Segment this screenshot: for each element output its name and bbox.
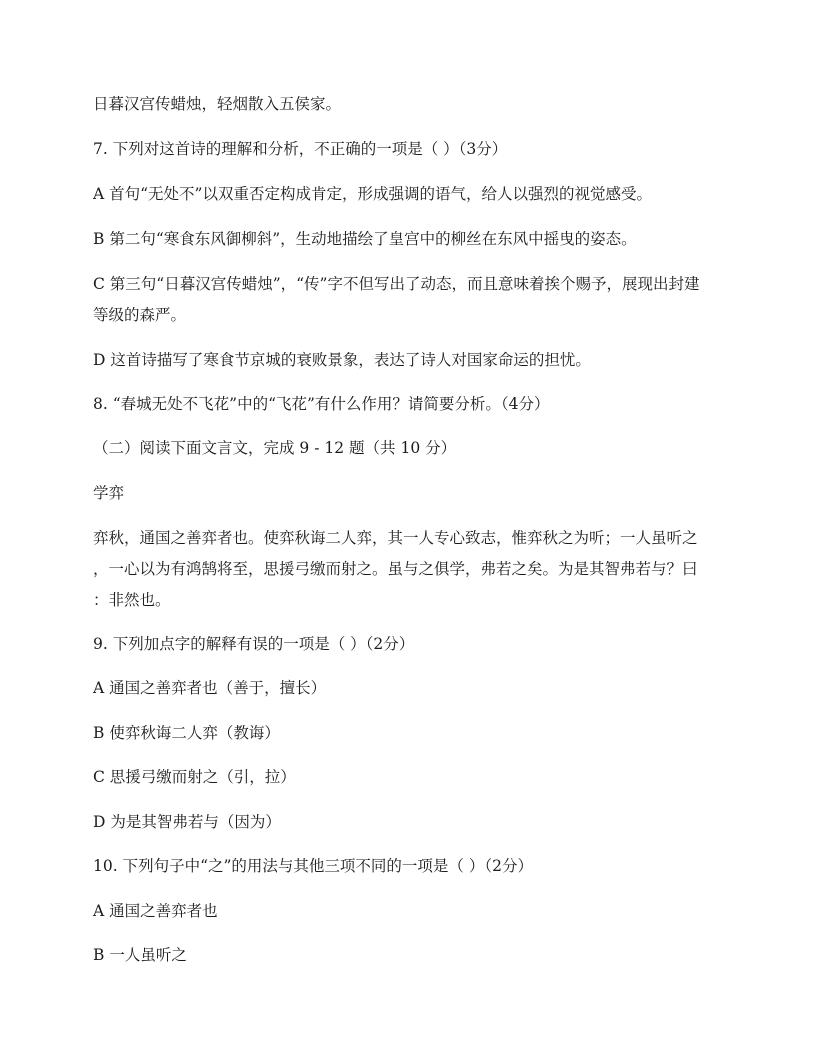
question-7-option-a: A 首句“无处不”以双重否定构成肯定，形成强调的语气，给人以强烈的视觉感受。	[93, 185, 652, 203]
question-9-option-d: D 为是其智弗若与（因为）	[93, 813, 281, 831]
question-7-option-c: C 第三句“日暮汉宫传蜡烛”，“传”字不但写出了动态，而且意味着挨个赐予，展现出封建	[93, 275, 700, 293]
question-10-option-a: A 通国之善弈者也	[93, 902, 218, 920]
question-7-option-c-cont: 等级的森严。	[93, 306, 187, 324]
question-10-option-b: B 一人虽听之	[93, 946, 187, 964]
question-7-option-d: D 这首诗描写了寒食节京城的衰败景象，表达了诗人对国家命运的担忧。	[93, 351, 591, 369]
question-9: 9. 下列加点字的解释有误的一项是（ ）（2分）	[93, 635, 415, 653]
question-7: 7. 下列对这首诗的理解和分析，不正确的一项是（ ）（3分）	[93, 140, 508, 158]
passage-line-2: ，一心以为有鸿鹄将至，思援弓缴而射之。虽与之俱学，弗若之矣。为是其智弗若与？曰	[93, 560, 698, 578]
passage-title: 学弈	[93, 484, 125, 502]
section-heading: （二）阅读下面文言文，完成 9 - 12 题（共 10 分）	[93, 439, 457, 457]
question-10: 10. 下列句子中“之”的用法与其他三项不同的一项是（ ）（2分）	[93, 857, 533, 875]
poem-last-line: 日暮汉宫传蜡烛，轻烟散入五侯家。	[93, 95, 342, 113]
question-9-option-a: A 通国之善弈者也（善于，擅长）	[93, 679, 327, 697]
question-8: 8. “春城无处不飞花”中的“飞花”有什么作用？请简要分析。（4分）	[93, 395, 550, 413]
question-9-option-c: C 思援弓缴而射之（引，拉）	[93, 768, 296, 786]
passage-line-3: ：非然也。	[93, 591, 171, 609]
question-7-option-b: B 第二句“寒食东风御柳斜”，生动地描绘了皇宫中的柳丝在东风中摇曳的姿态。	[93, 230, 637, 248]
question-9-option-b: B 使弈秋诲二人弈（教诲）	[93, 724, 280, 742]
passage-line-1: 弈秋，通国之善弈者也。使弈秋诲二人弈，其一人专心致志，惟弈秋之为听；一人虽听之	[93, 529, 698, 547]
